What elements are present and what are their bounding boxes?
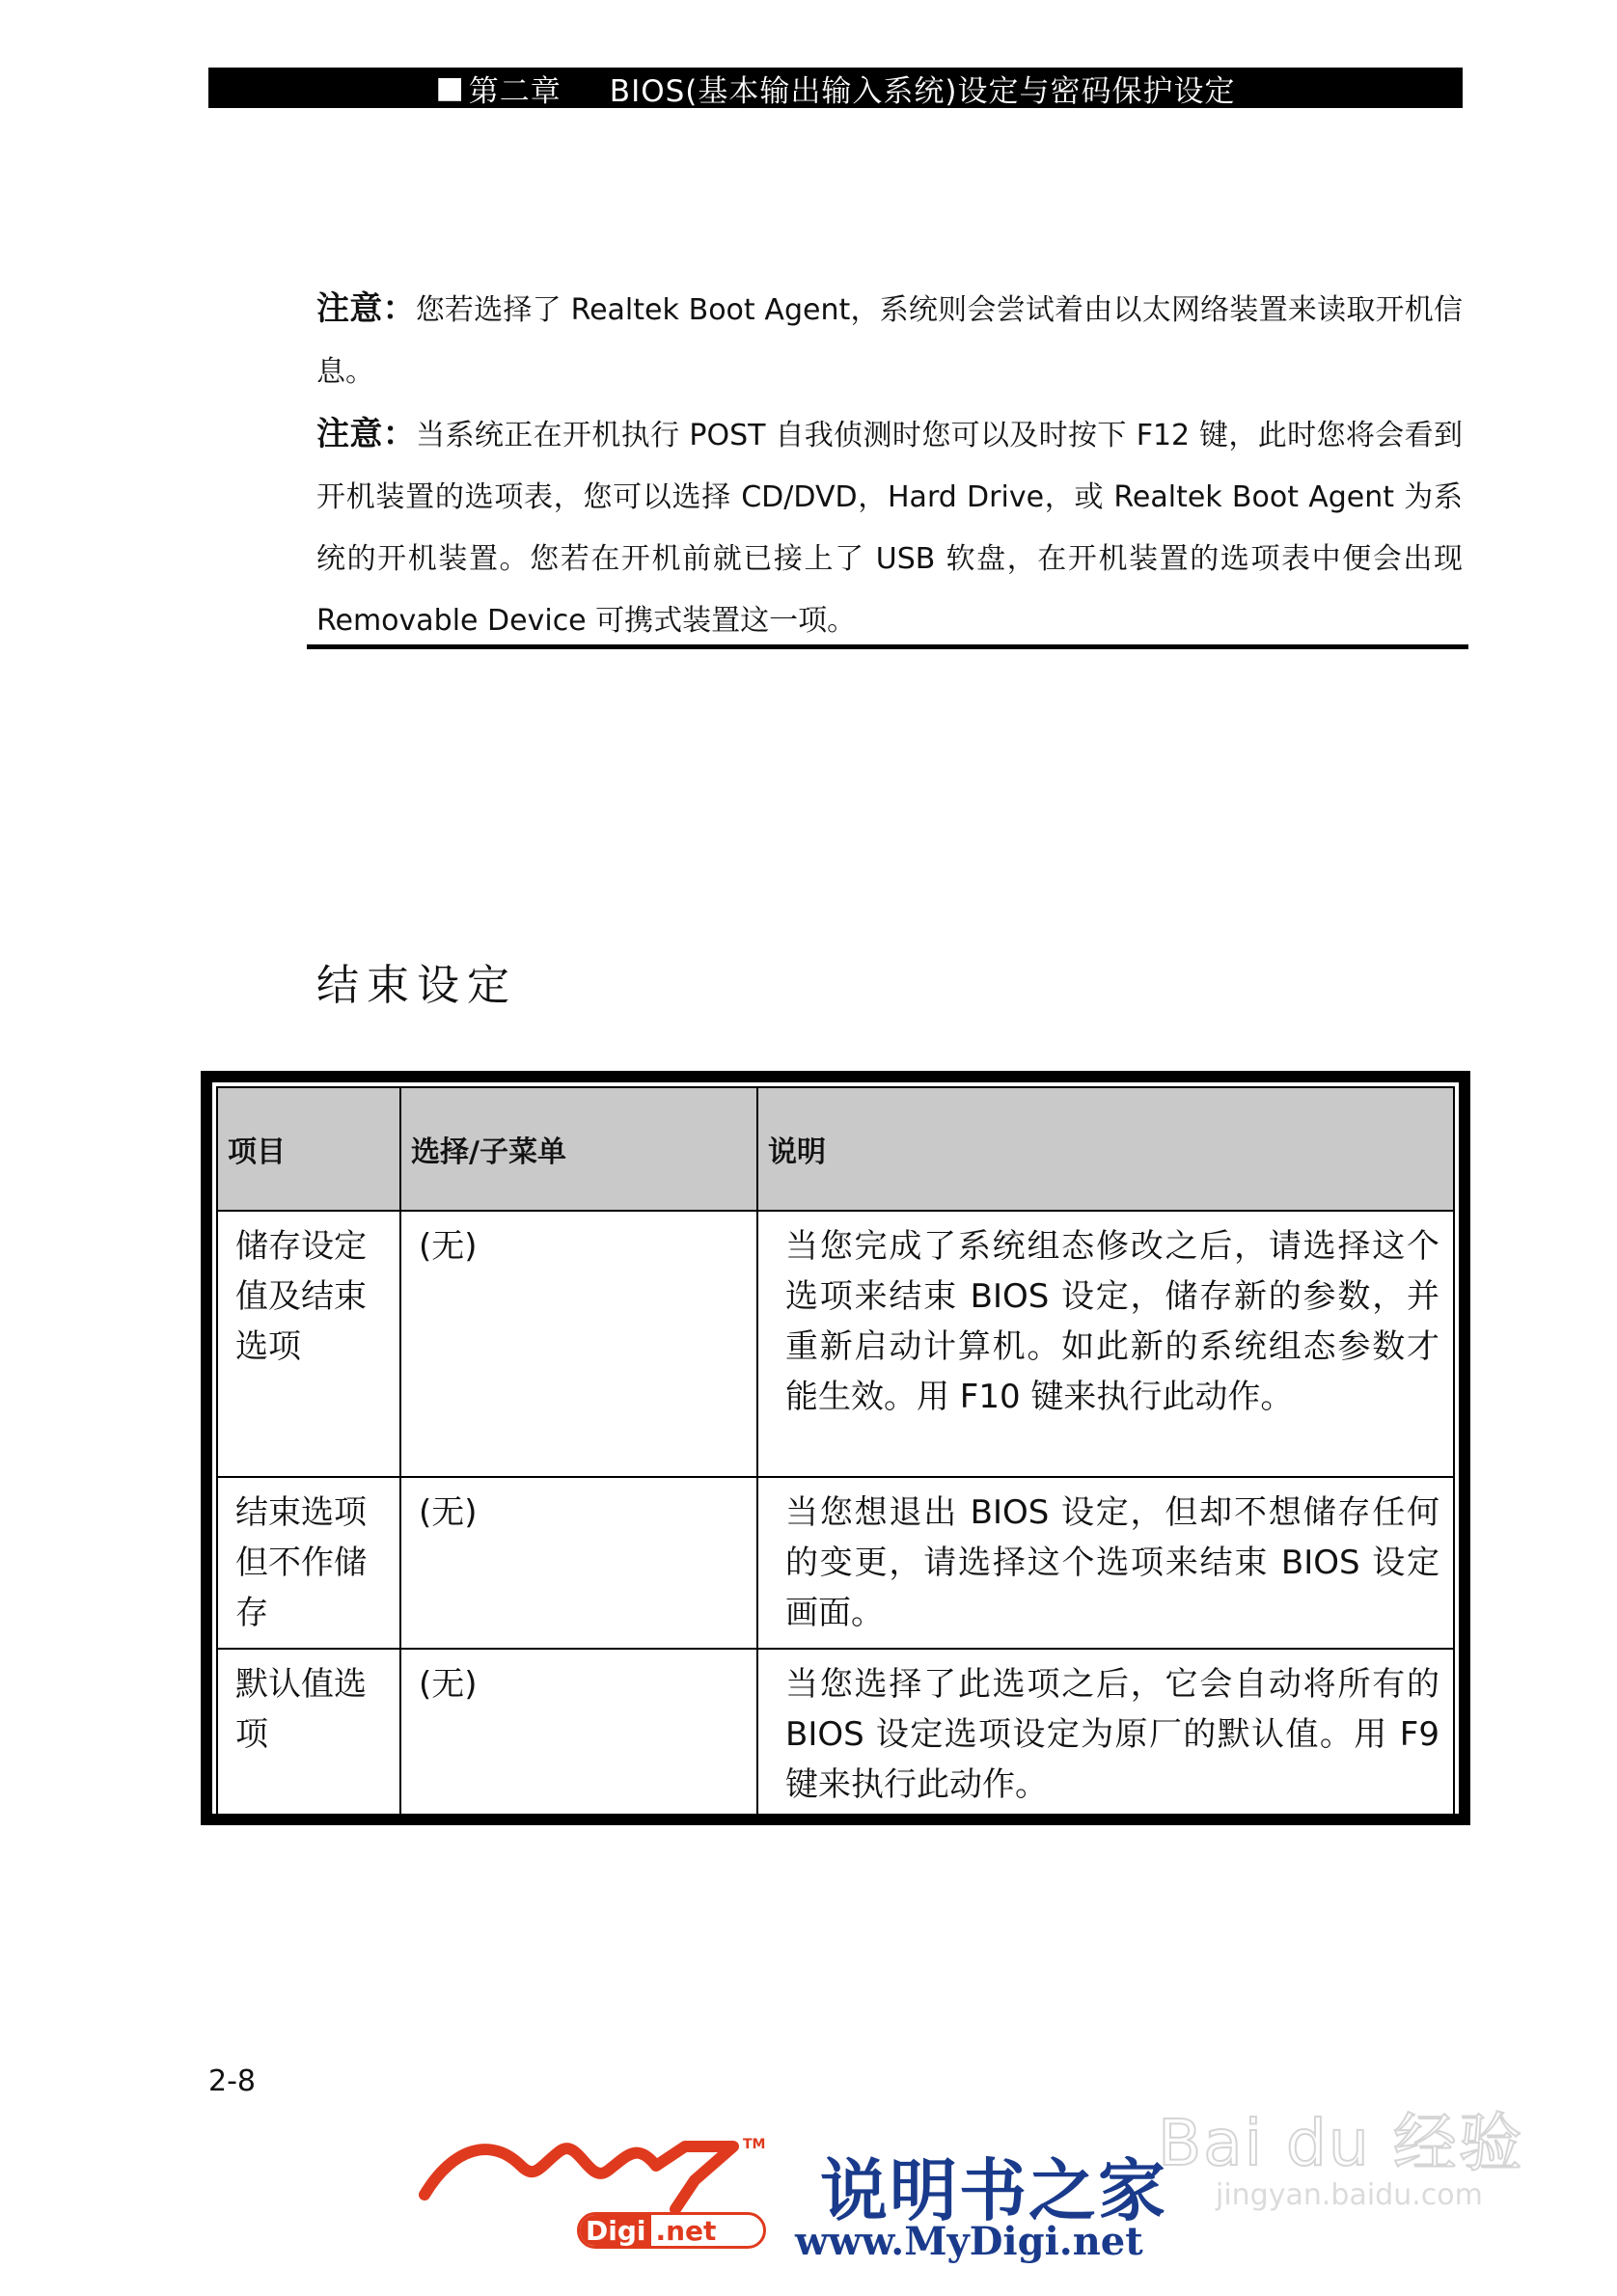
note-label: 注意： xyxy=(316,415,417,453)
my-logo-swoosh-icon xyxy=(415,2127,781,2214)
chapter-title: BIOS(基本输出输入系统)设定与密码保护设定 xyxy=(609,73,1236,109)
row-option: (无) xyxy=(400,1649,757,1820)
mydigi-logo xyxy=(415,2127,781,2253)
notes-section xyxy=(316,278,1463,652)
row-option: (无) xyxy=(400,1477,757,1649)
trademark-mark: TM xyxy=(743,2137,766,2152)
row-description: 当您选择了此选项之后，它会自动将所有的 BIOS 设定选项设定为原厂的默认值。用 F9 键来执行此动作。 xyxy=(757,1649,1454,1820)
note-label: 注意： xyxy=(316,289,416,328)
brand-url: www.MyDigi.net xyxy=(795,2219,1143,2264)
table-header-row xyxy=(217,1087,1454,1211)
row-item: 默认值选项 xyxy=(217,1649,400,1820)
note-1 xyxy=(316,278,1463,403)
row-option: (无) xyxy=(400,1211,757,1477)
note-text: 当系统正在开机执行 POST 自我侦测时您可以及时按下 F12 键，此时您将会看到开机装置的选项表，您可以选择 CD/DVD，Hard Drive，或 Realtek Boot Agent 为系统的开机装置。您若在开机前就已接上了 USB 软盘，在开机装置的选项表中便会出现 Removable Device 可携式装置这一项。 xyxy=(316,419,1464,638)
row-item: 结束选项但不作储存 xyxy=(217,1477,400,1649)
baidu-watermark xyxy=(1119,2074,1524,2219)
header-item: 项目 xyxy=(217,1087,400,1211)
net-label: .net xyxy=(655,2214,717,2247)
page-number: 2-8 xyxy=(208,2064,256,2098)
watermark-sub: jingyan.baidu.com xyxy=(1216,2178,1483,2212)
square-bullet-icon: ■ xyxy=(435,70,465,105)
digi-label: Digi xyxy=(580,2215,651,2246)
header-description: 说明 xyxy=(757,1087,1454,1211)
chapter-number: 第二章 xyxy=(468,73,562,109)
row-item: 储存设定值及结束选项 xyxy=(217,1211,400,1477)
note-2 xyxy=(316,403,1463,652)
digi-net-badge xyxy=(577,2212,766,2249)
table-row xyxy=(217,1649,1454,1820)
table-row xyxy=(217,1477,1454,1649)
note-text: 您若选择了 Realtek Boot Agent，系统则会尝试着由以太网络装置来读取开机信息。 xyxy=(316,293,1463,389)
notes-divider xyxy=(307,644,1468,649)
row-description: 当您完成了系统组态修改之后，请选择这个选项来结束 BIOS 设定，储存新的参数，并重新启动计算机。如此新的系统组态参数才能生效。用 F10 键来执行此动作。 xyxy=(757,1211,1454,1477)
settings-table-frame xyxy=(201,1071,1470,1825)
brand-chinese-name: 说明书之家 xyxy=(820,2151,1167,2230)
watermark-main: Bai du 经验 xyxy=(1158,2106,1524,2180)
chapter-header-bar xyxy=(208,68,1463,108)
section-title: 结束设定 xyxy=(316,961,517,1010)
header-option: 选择/子菜单 xyxy=(400,1087,757,1211)
row-description: 当您想退出 BIOS 设定，但却不想储存任何的变更，请选择这个选项来结束 BIOS 设定画面。 xyxy=(757,1477,1454,1649)
exit-settings-table xyxy=(216,1086,1455,1821)
table-row xyxy=(217,1211,1454,1477)
